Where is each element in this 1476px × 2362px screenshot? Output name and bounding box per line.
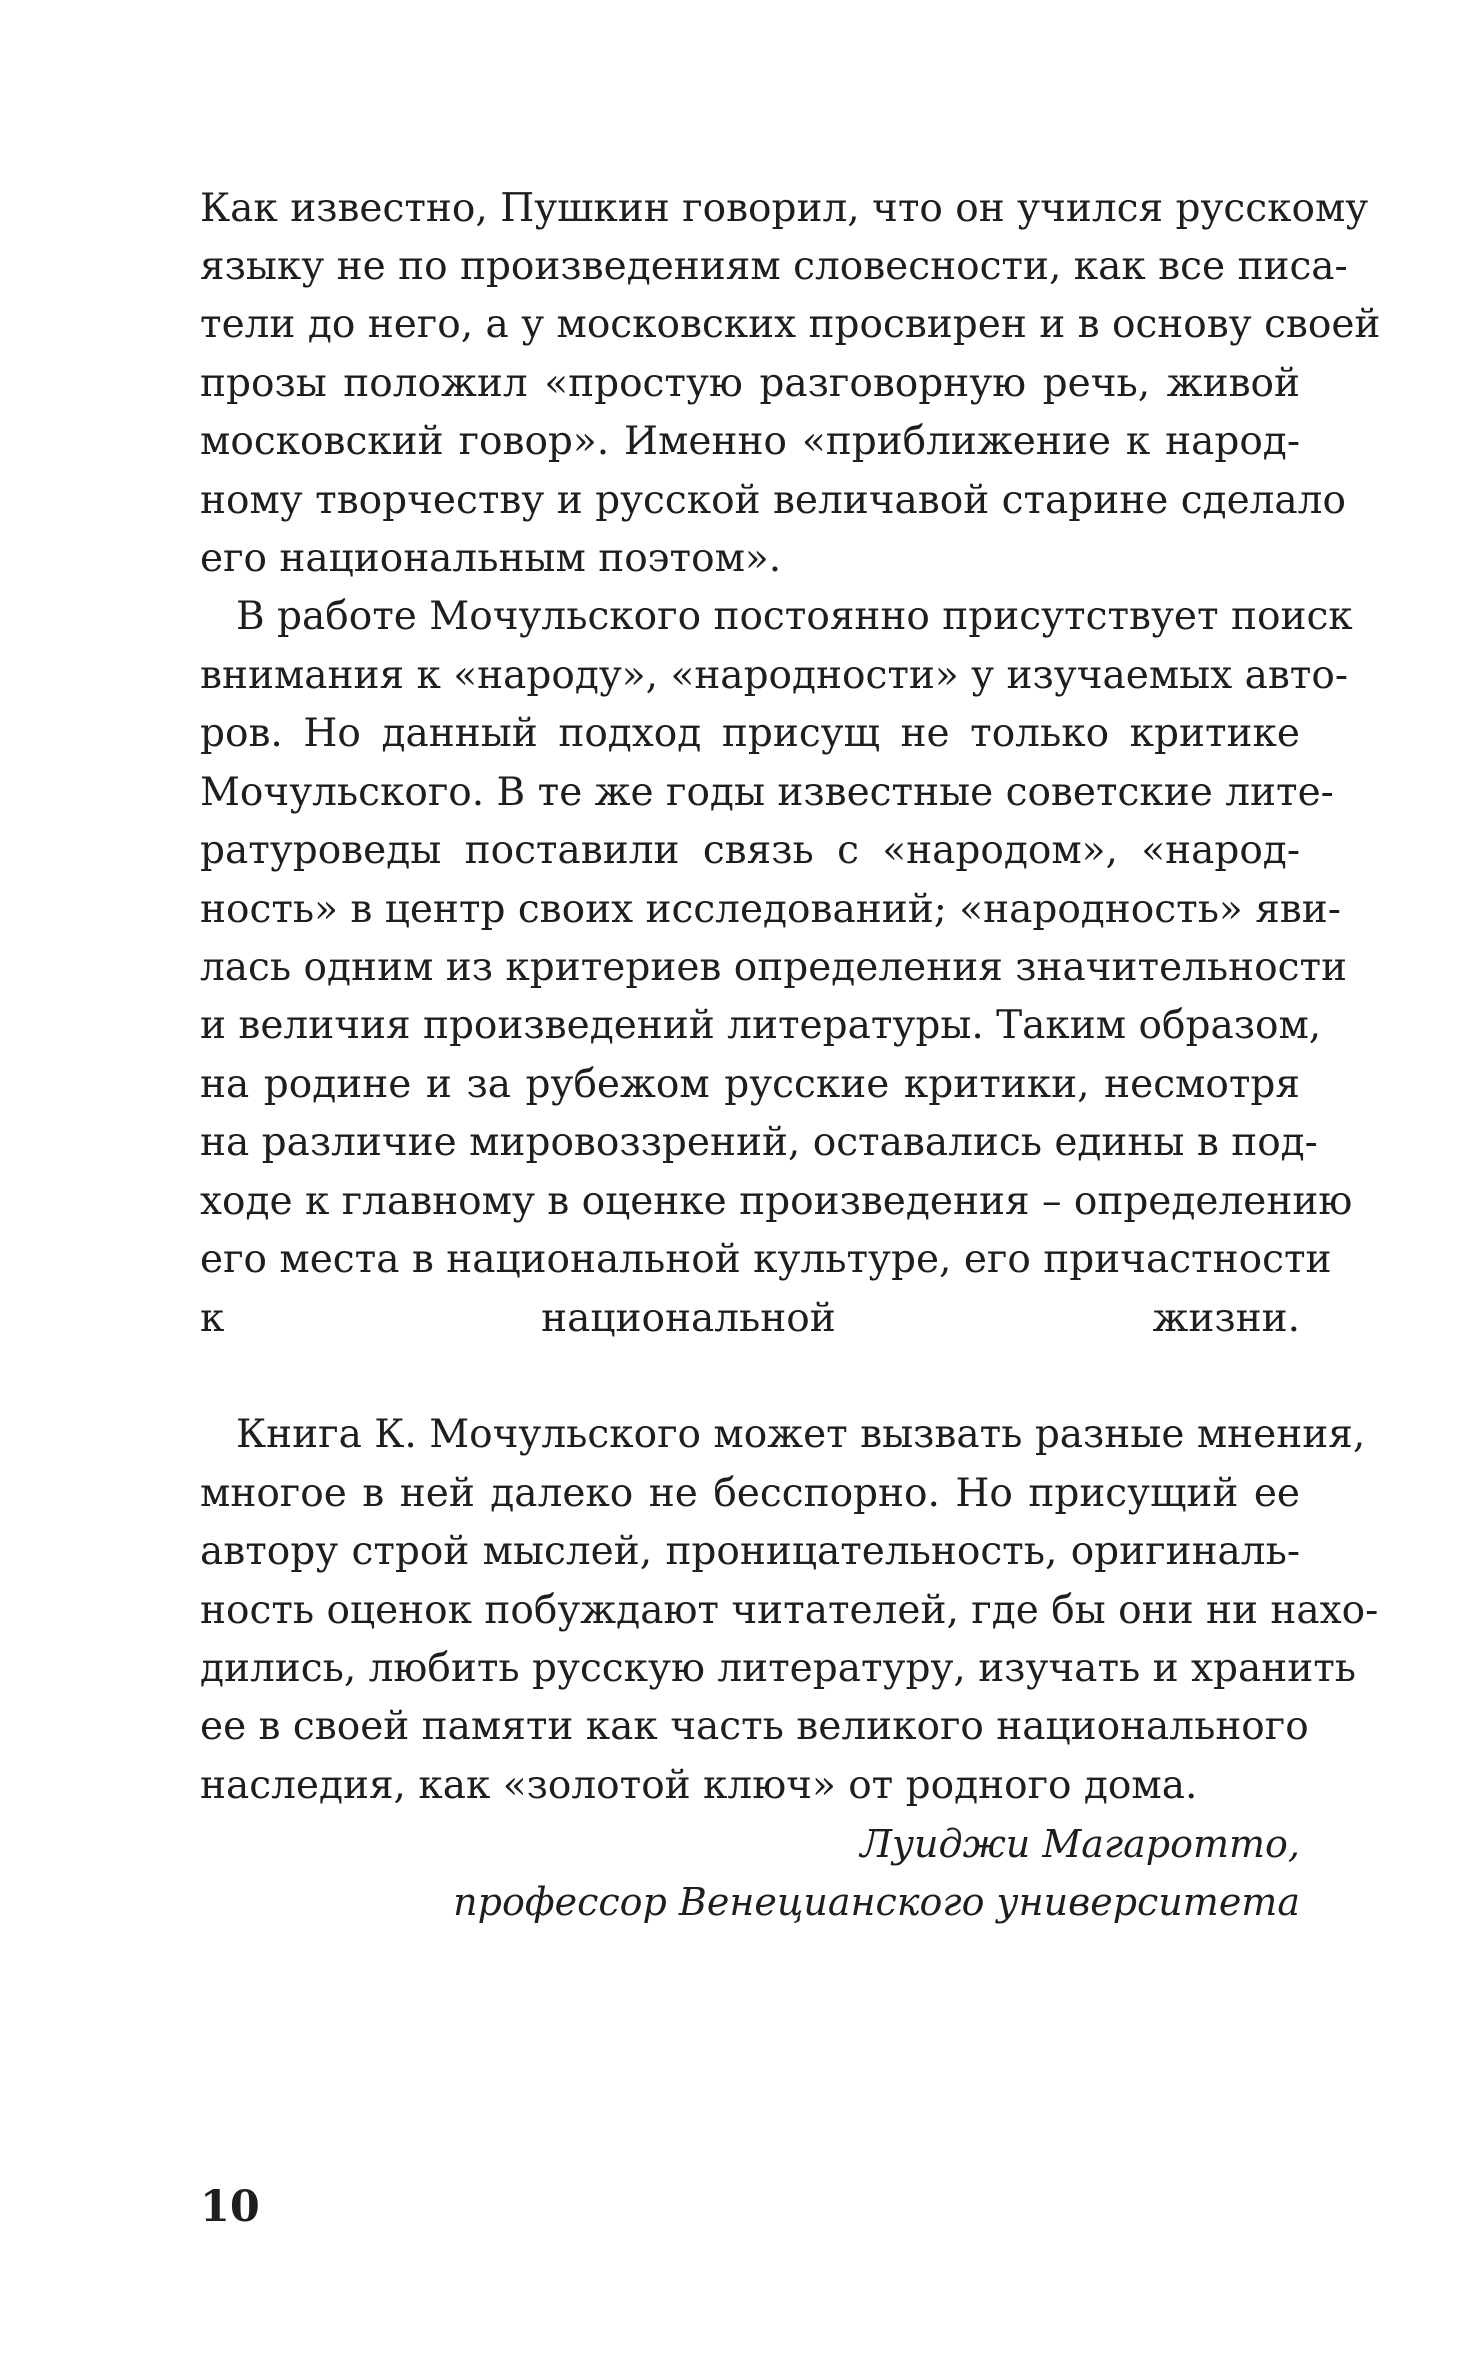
paragraph-1-line: ному творчеству и русской величавой старине сделало — [200, 478, 1346, 523]
paragraph-2-line: В работе Мочульского постоянно присутствует поиск — [236, 594, 1353, 639]
paragraph-2-line: на родине и за рубежом русские критики, несмотря — [200, 1062, 1300, 1107]
paragraph-1-line: языку не по произведениям словесности, как все писа- — [200, 244, 1348, 289]
paragraph-2-line: ность» в центр своих исследований; «народность» яви- — [200, 887, 1341, 932]
paragraph-3-line: дились, любить русскую литературу, изучать и хранить — [200, 1646, 1357, 1691]
paragraph-1-line: его национальным поэтом». — [200, 536, 782, 581]
paragraph-3-line: наследия, как «золотой ключ» от родного дома. — [200, 1763, 1198, 1808]
paragraph-2-line: к национальной жизни. — [200, 1296, 1300, 1341]
paragraph-3-line: Книга К. Мочульского может вызвать разные мнения, — [236, 1412, 1366, 1457]
paragraph-3-line: ее в своей памяти как часть великого национального — [200, 1704, 1309, 1749]
paragraph-2-line: Мочульского. В те же годы известные советские лите- — [200, 770, 1334, 815]
paragraph-3-line: автору строй мыслей, проницательность, оригиналь- — [200, 1529, 1300, 1574]
paragraph-2-line: его места в национальной культуре, его причастности — [200, 1237, 1332, 1282]
paragraph-2-line: ратуроведы поставили связь с «народом», «народ- — [200, 828, 1300, 873]
paragraph-1-line: прозы положил «простую разговорную речь, живой — [200, 361, 1300, 406]
paragraph-3-line: многое в ней далеко не бесспорно. Но присущий ее — [200, 1471, 1300, 1516]
page-number: 10 — [200, 2182, 260, 2232]
paragraph-2-line: лась одним из критериев определения значительности — [200, 945, 1348, 990]
paragraph-2-line: внимания к «народу», «народности» у изучаемых авто- — [200, 653, 1349, 698]
paragraph-2-line: и величия произведений литературы. Таким образом, — [200, 1003, 1322, 1048]
paragraph-1-line: московский говор». Именно «приближение к народ- — [200, 419, 1300, 464]
paragraph-2-line: на различие мировоззрений, оставались едины в под- — [200, 1120, 1318, 1165]
signature-name: Луиджи Магаротто, — [860, 1822, 1300, 1866]
paragraph-1-line: тели до него, а у московских просвирен и в основу своей — [200, 302, 1381, 347]
signature-title: профессор Венецианского университета — [453, 1880, 1300, 1924]
paragraph-3-line: ность оценок побуждают читателей, где бы они ни нахо- — [200, 1588, 1379, 1633]
paragraph-2-line: ров. Но данный подход присущ не только критике — [200, 711, 1300, 756]
paragraph-1-line: Как известно, Пушкин говорил, что он учился русскому — [200, 186, 1369, 231]
paragraph-2-line: ходе к главному в оценке произведения – определению — [200, 1179, 1353, 1224]
